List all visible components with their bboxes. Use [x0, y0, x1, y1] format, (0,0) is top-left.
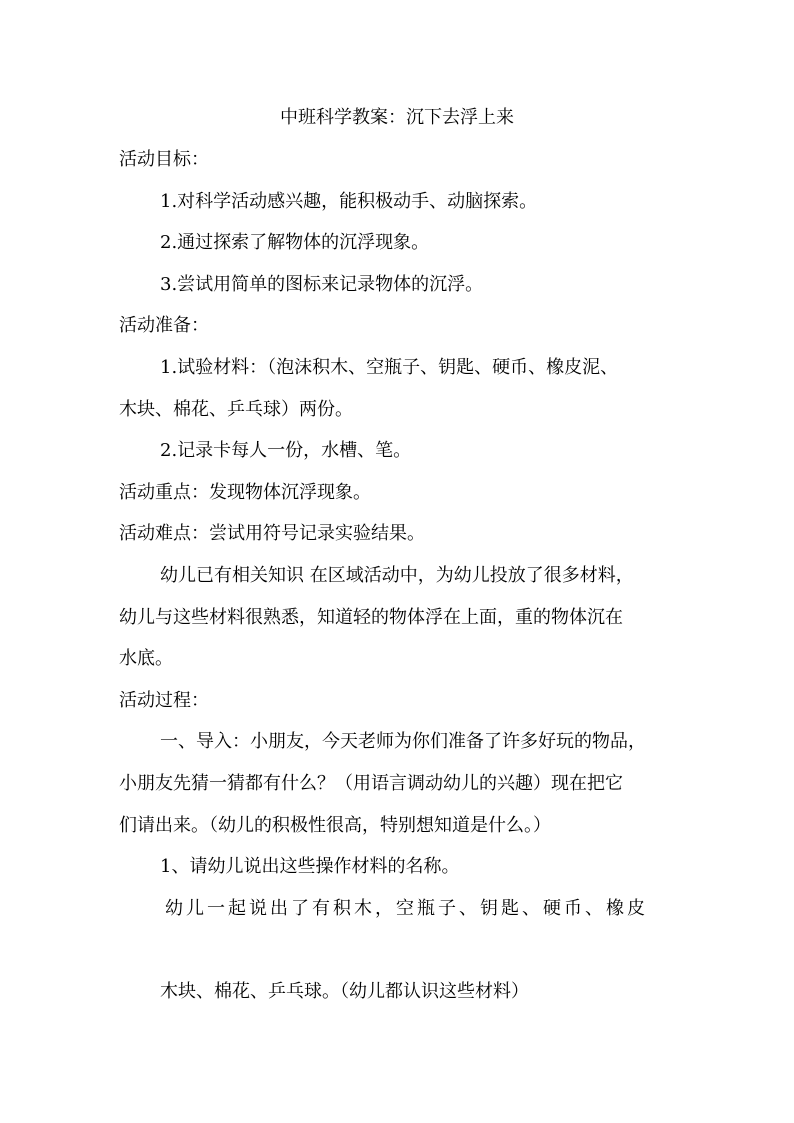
document-title: 中班科学教案：沉下去浮上来 — [280, 107, 514, 128]
section-heading-focus: 活动重点：发现物体沉浮现象。 — [119, 482, 371, 503]
section-heading-preparation: 活动准备： — [119, 315, 209, 336]
paragraph: 水底。 — [119, 648, 173, 669]
paragraph: 木块、棉花、乒乓球）两份。 — [119, 399, 353, 420]
paragraph: 幼儿一起说出了有积木，空瓶子、钥匙、硬币、橡皮 — [165, 898, 648, 919]
paragraph: 们请出来。（幼儿的积极性很高，特别想知道是什么。） — [119, 815, 551, 836]
paragraph: 1、请幼儿说出这些操作材料的名称。 — [160, 856, 460, 877]
paragraph: 1.试验材料：（泡沫积木、空瓶子、钥匙、硬币、橡皮泥、 — [160, 357, 619, 378]
paragraph: 小朋友先猜一猜都有什么？（用语言调动幼儿的兴趣）现在把它 — [119, 773, 623, 794]
paragraph: 3.尝试用简单的图标来记录物体的沉浮。 — [160, 274, 484, 295]
section-heading-process: 活动过程： — [119, 690, 209, 711]
section-heading-goals: 活动目标： — [119, 149, 209, 170]
paragraph: 1.对科学活动感兴趣，能积极动手、动脑探索。 — [160, 191, 538, 212]
paragraph: 幼儿已有相关知识 在区域活动中，为幼儿投放了很多材料， — [160, 565, 634, 586]
section-heading-difficulty: 活动难点：尝试用符号记录实验结果。 — [119, 523, 425, 544]
paragraph: 幼儿与这些材料很熟悉，知道轻的物体浮在上面，重的物体沉在 — [119, 607, 623, 628]
paragraph: 一、导入：小朋友，今天老师为你们准备了许多好玩的物品， — [160, 731, 646, 752]
paragraph: 2.通过探索了解物体的沉浮现象。 — [160, 232, 430, 253]
paragraph: 木块、棉花、乒乓球。（幼儿都认识这些材料） — [160, 981, 529, 1002]
paragraph: 2.记录卡每人一份，水槽、笔。 — [160, 440, 412, 461]
